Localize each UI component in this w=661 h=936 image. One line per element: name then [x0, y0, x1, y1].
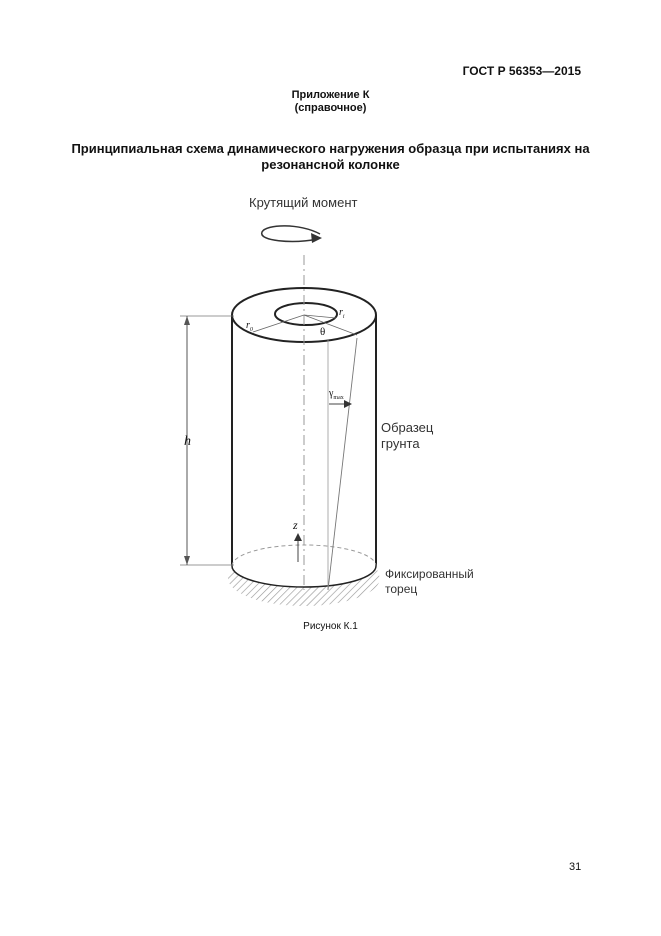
z-label: z	[293, 518, 298, 532]
height-arrow-top	[184, 316, 190, 325]
gamma-max-label: $\gamma_{max}$	[329, 388, 344, 401]
height-label: h	[184, 434, 191, 449]
torque-arrowhead	[311, 233, 322, 243]
section-title: Принципиальная схема динамического нагружения образца при испытаниях на резонансной колонке	[71, 141, 590, 172]
appendix-subtitle: (справочное)	[294, 102, 367, 114]
theta-label: θ	[320, 326, 326, 338]
appendix-title: Приложение К	[291, 89, 370, 101]
outer-radius-label: $r_0$	[246, 320, 253, 333]
figure-caption: Рисунок К.1	[303, 621, 358, 632]
page-number: 31	[569, 861, 582, 873]
soil-sample-label: Образец грунта	[381, 420, 434, 451]
height-arrow-bottom	[184, 556, 190, 565]
torque-label: Крутящий момент	[249, 195, 358, 210]
deformed-line	[328, 338, 357, 590]
standard-number: ГОСТ Р 56353—2015	[462, 64, 581, 78]
inner-radius-label: $r_i$	[339, 307, 345, 320]
fixed-end-label: Фиксированный торец	[385, 567, 474, 596]
fixed-base-hatching	[228, 566, 380, 606]
